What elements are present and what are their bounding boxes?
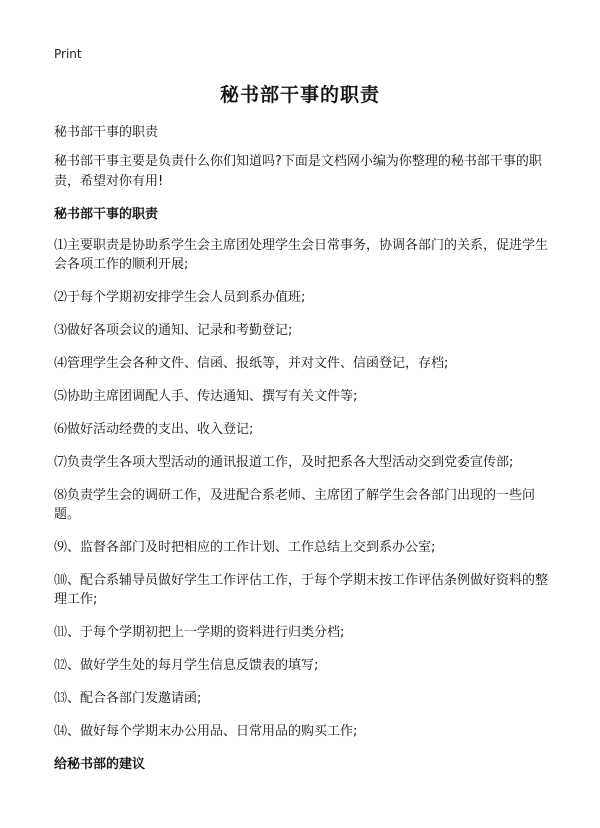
list-item: ⑶做好各项会议的通知、记录和考勤登记;: [54, 323, 293, 338]
list-item: ⑾、于每个学期初把上一学期的资料进行归类分档;: [54, 625, 345, 640]
section-heading-suggestions: 给秘书部的建议: [54, 757, 146, 772]
document-body: [54, 123, 549, 786]
subtitle: 秘书部干事的职责: [54, 125, 159, 140]
document-title: 秘书部干事的职责: [219, 84, 380, 106]
list-item: ⑺负责学生各项大型活动的通讯报道工作，及时把系各大型活动交到党委宣传部;: [54, 455, 514, 470]
print-link[interactable]: Print: [54, 47, 82, 61]
list-item: ⒁、做好每个学期末办公用品、日常用品的购买工作;: [54, 724, 358, 739]
list-item: ⑴主要职责是协助系学生会主席团处理学生会日常事务，协调各部门的关系，促进学生会各项工作的顺利开展;: [54, 238, 549, 272]
list-item: ⒀、配合各部门发邀请函;: [54, 691, 202, 706]
list-item: ⑼、监督各部门及时把相应的工作计划、工作总结上交到系办公室;: [54, 540, 436, 555]
section-heading-duties: 秘书部干事的职责: [54, 207, 159, 222]
list-item: ⑸协助主席团调配人手、传达通知、撰写有关文件等;: [54, 389, 358, 404]
list-item: ⑻负责学生会的调研工作，及进配合系老师、主席团了解学生会各部门出现的一些问题。: [54, 488, 536, 522]
list-item: ⑿、做好学生处的每月学生信息反馈表的填写;: [54, 658, 319, 673]
duties-list: [54, 236, 549, 741]
list-item: ⑷管理学生会各种文件、信函、报纸等，并对文件、信函登记，存档;: [54, 356, 449, 371]
list-item: ⑵于每个学期初安排学生会人员到系办值班;: [54, 290, 306, 305]
list-item: ⑹做好活动经费的支出、收入登记;: [54, 422, 254, 437]
intro-paragraph: 秘书部干事主要是负责什么你们知道吗?下面是文档网小编为你整理的秘书部干事的职责，希望对你有用!: [54, 154, 542, 189]
list-item: ⑽、配合系辅导员做好学生工作评估工作，于每个学期末按工作评估条例做好资料的整理工作;: [54, 573, 549, 607]
